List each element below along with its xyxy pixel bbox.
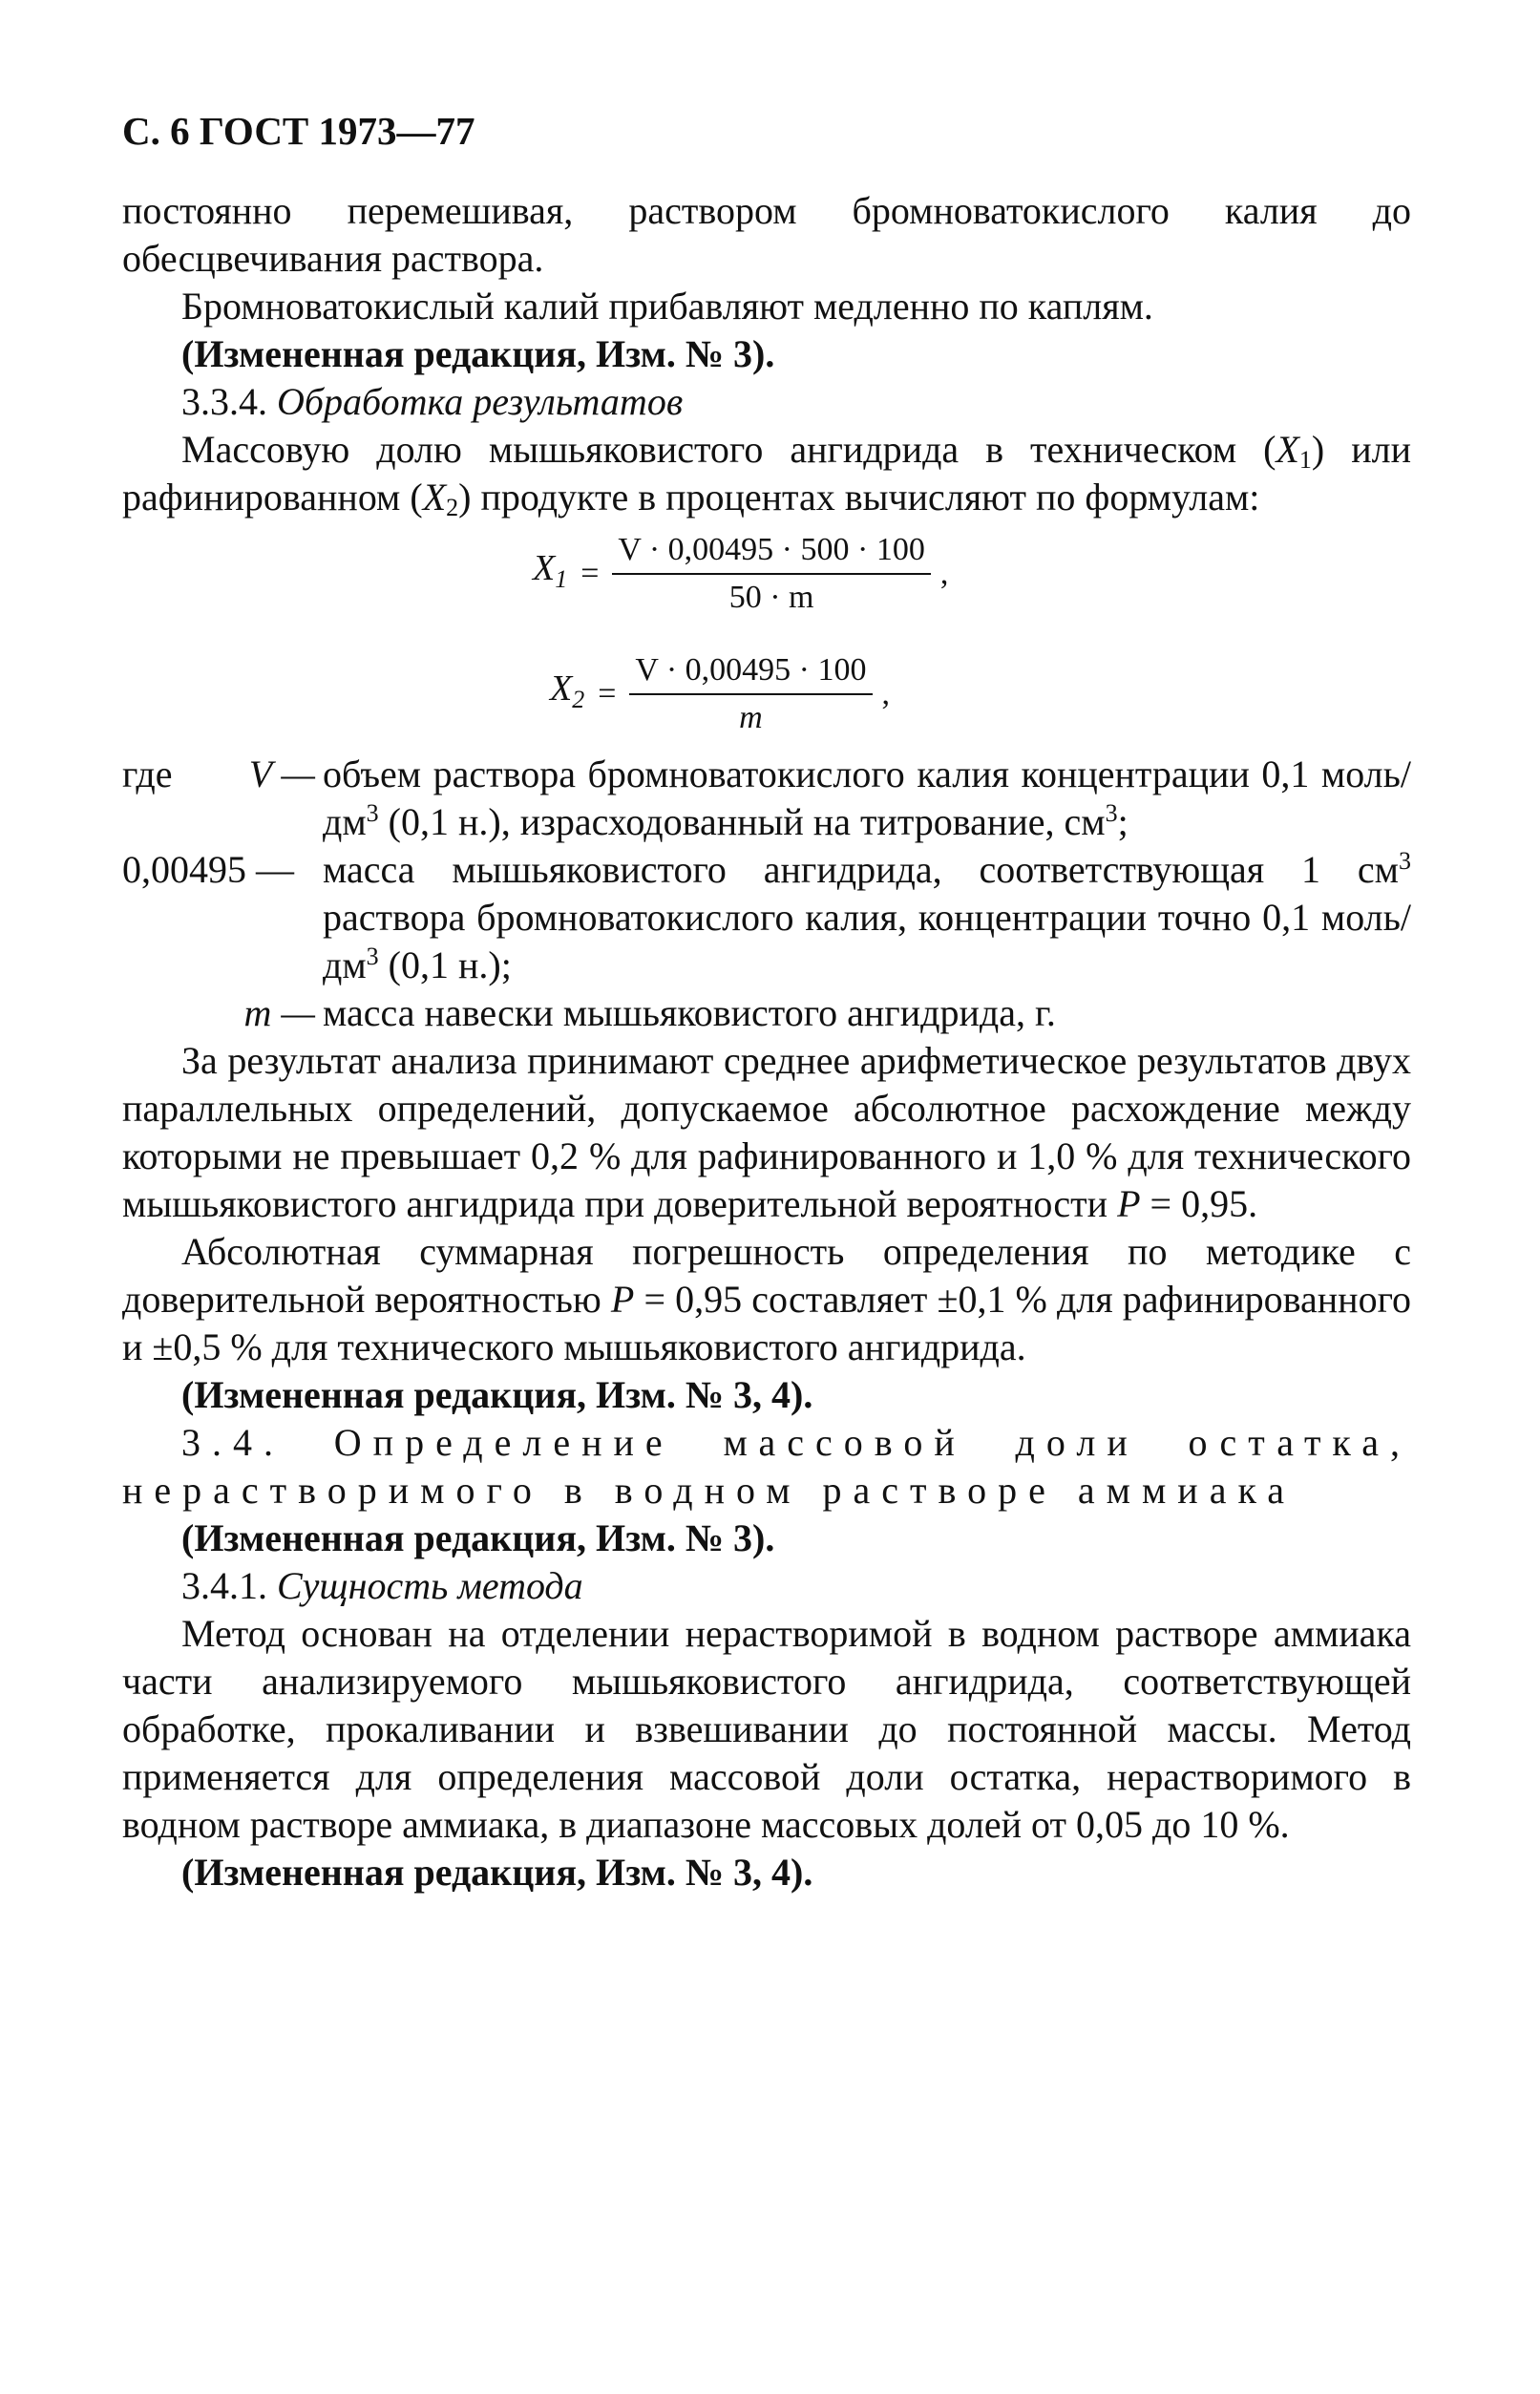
definition-text-v: объем раствора бромноватокислого калия концентрации 0,1 моль/$дм^3$ (0,1 н.), израсходованный на титрование, $см^3$; bbox=[323, 752, 1411, 843]
definition-symbol-coefficient: 0,00495 — bbox=[122, 848, 294, 891]
section-number: 3.4.1. bbox=[181, 1564, 267, 1607]
section-title: Сущность метода bbox=[277, 1564, 583, 1607]
definition-text-m: масса навески мышьяковистого ангидрида, г. bbox=[323, 991, 1056, 1034]
document-page bbox=[122, 107, 1411, 1896]
where-label: где bbox=[122, 752, 173, 795]
equals-sign: = bbox=[580, 556, 600, 591]
definition-symbol-m: m — bbox=[243, 991, 315, 1034]
definition-v bbox=[122, 751, 1411, 846]
section-number: 3.4. bbox=[181, 1421, 285, 1464]
definition-coefficient bbox=[122, 846, 1411, 989]
revision-note-4: (Измененная редакция, Изм. № 3, 4). bbox=[181, 1851, 813, 1894]
definition-text-coefficient: масса мышьяковистого ангидрида, соответствующая 1 $см^3$ раствора бромноватокислого калия, концентрации точно 0,1 моль/$дм^3$ (0,1 н.); bbox=[323, 847, 1411, 986]
page-header: С. 6 ГОСТ 1973—77 bbox=[122, 109, 475, 153]
section-title: Определение массовой доли остатка, нерастворимого в водном растворе аммиака bbox=[122, 1421, 1412, 1512]
paragraph-error: Абсолютная суммарная погрешность определения по методике с доверительной вероятностью P = 0,95 составляет ±0,1 % для рафинированного и ±0,5 % для технического мышьяковистого ангидрида. bbox=[122, 1230, 1411, 1368]
section-3-4-heading bbox=[122, 1419, 1411, 1515]
section-title: Обработка результатов bbox=[277, 380, 684, 423]
definitions-list bbox=[122, 751, 1411, 1037]
section-number: 3.3.4. bbox=[181, 380, 267, 423]
revision-note-2: (Измененная редакция, Изм. № 3, 4). bbox=[181, 1373, 813, 1416]
paragraph-formula-intro: Массовую долю мышьяковистого ангидрида в техническом $(X_1)$ или рафинированном $(X_2)$ продукте в процентах вычисляют по формулам: bbox=[122, 428, 1411, 521]
formula-x2-numerator: V · 0,00495 · 100 bbox=[629, 651, 872, 695]
paragraph-method: Метод основан на отделении нерастворимой в водном растворе аммиака части анализируемого мышьяковистого ангидрида, соответствующей обработке, прокаливании и взвешивании до постоянной массы. Метод применяется для определения массовой доли остатка, нерастворимого в водном растворе аммиака, в диапазоне массовых долей от 0,05 до 10 %. bbox=[122, 1612, 1411, 1846]
formula-x2-var: $X_2$ bbox=[550, 668, 585, 713]
formula-x2-denominator: m bbox=[739, 700, 763, 735]
paragraph-result: За результат анализа принимают среднее арифметическое результатов двух параллельных определений, допускаемое абсолютное расхождение между которыми не превышает 0,2 % для рафинированного и 1,0 % для технического мышьяковистого ангидрида при доверительной вероятности P = 0,95. bbox=[122, 1039, 1411, 1225]
section-3-4-1-heading bbox=[122, 1562, 1411, 1610]
section-3-3-4-heading bbox=[122, 378, 1411, 426]
formula-x1: $X_1$ = $\frac{V \cdot 0,00495 \cdot 500 \cdot 100}{50 \cdot m}$ , bbox=[533, 532, 949, 615]
formula-x1-var: $X_1$ bbox=[533, 548, 568, 593]
formula-x1-numerator: V · 0,00495 · 500 · 100 bbox=[612, 531, 930, 575]
equals-sign: = bbox=[598, 676, 617, 711]
formula-x1-fraction bbox=[612, 531, 930, 617]
definition-symbol-v: V — bbox=[248, 752, 315, 795]
formula-x1-denominator: 50 · m bbox=[728, 580, 814, 615]
formula-x2: $X_2$ = $\frac{V \cdot 0,00495 \cdot 100}{m}$ , bbox=[550, 652, 890, 735]
paragraph-dropwise: Бромноватокислый калий прибавляют медленно по каплям. bbox=[181, 285, 1153, 328]
paragraph-continuation: постоянно перемешивая, раствором бромноватокислого калия до обесцвечивания раствора. bbox=[122, 189, 1411, 280]
revision-note-1: (Измененная редакция, Изм. № 3). bbox=[181, 332, 775, 375]
revision-note-3: (Измененная редакция, Изм. № 3). bbox=[181, 1516, 775, 1559]
definition-m bbox=[122, 989, 1411, 1037]
formula-x2-fraction bbox=[629, 651, 872, 737]
